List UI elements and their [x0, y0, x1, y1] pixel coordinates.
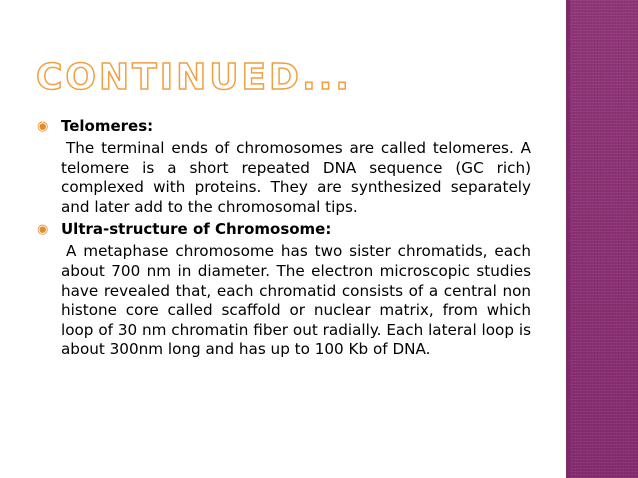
slide-content — [36, 116, 531, 362]
ring-bullet-icon: ◉ — [37, 119, 49, 134]
section-paragraph-text: A metaphase chromosome has two sister chromatids, each about 700 nm in diameter. The electron microscopic studies have revealed that, each chromatid consists of a central non histone core called scaffold or nuclear matrix, from which loop of 30 nm chromatin fiber out radially. Each lateral loop is about 300nm long and has up to 100 Kb of DNA. — [61, 242, 531, 359]
section-paragraph — [61, 242, 531, 360]
section-heading: Ultra-structure of Chromosome: — [61, 220, 332, 239]
section-telomeres — [36, 116, 531, 217]
section-paragraph — [61, 139, 531, 217]
section-heading: Telomeres: — [61, 117, 154, 135]
slide-title: CONTINUED... — [36, 57, 352, 98]
section-heading-row — [36, 116, 531, 137]
ring-bullet-icon: ◉ — [37, 222, 49, 238]
section-ultra-structure — [36, 219, 531, 360]
section-heading-row — [36, 219, 531, 240]
section-paragraph-text: The terminal ends of chromosomes are called telomeres. A telomere is a short repeated DNA sequence (GC rich) complexed with proteins. They are synthesized separately and later add to the chromosomal tips. — [61, 139, 531, 216]
decorative-side-band — [570, 0, 638, 478]
